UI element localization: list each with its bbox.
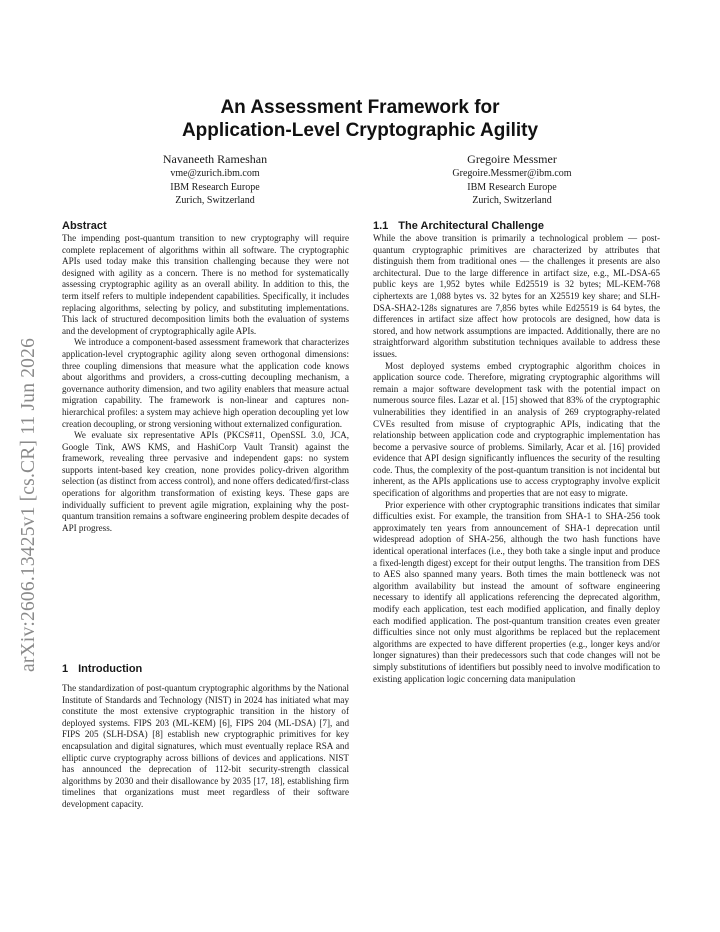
author-name: Gregoire Messmer <box>467 152 557 166</box>
architectural-challenge-paragraph-3: Prior experience with other cryptographic transitions indicates that similar difficulties exist. For example, the transition from SHA-1 to SHA-256 took approximately ten years from announcement of SHA-1 deprecation until widespread adoption of SHA-256, although the two hash functions have identical operational interfaces (i.e., they both take a single input and produce a fixed-length digest) except for their output lengths. The transition from DES to AES also spanned many years. Both times the main bottleneck was not algorithm availability but instead the amount of software engineering necessary to identify all applications referencing the deprecated algorithm, modify each application, test each modified application, and finally deploy each modified application. The post-quantum transition creates even greater difficulties since not only must algorithms be replaced but the replacement algorithms are expected to have different properties (e.g., longer keys and/or longer signatures) than their predecessors such that code changes will not be simply substitutions of identifiers but possibly need to involve modification to existing application logic concerning data manipulation <box>373 499 660 684</box>
arxiv-identifier-stamp: arXiv:2606.13425v1 [cs.CR] 11 Jun 2026 <box>18 337 39 672</box>
author-block-2 <box>392 152 632 208</box>
abstract-paragraph-1: The impending post-quantum transition to new cryptography will require complete replacement of algorithms within all software. The cryptographic APIs used today make this transition challenging because they were not designed with agility as a concern. There is no method for systematically assessing cryptographic agility as an overall ability. In addition to this, the term itself refers to multiple independent capabilities. Specifically, it includes replacing algorithms, selecting by policy, and substituting implementations. This lack of structured decomposition limits both the evaluation of systems and the development of cryptographically agile APIs. <box>62 233 349 336</box>
architectural-challenge-paragraph-2: Most deployed systems embed cryptographic algorithm choices in application source code. Therefore, migrating cryptographic algorithms will remain a major software development task with the potential impact on numerous source files. Lazar et al. [15] showed that 83% of the cryptographic vulnerabilities they identified in an analysis of 269 cryptography-related CVEs resulted from misuse of cryptographic APIs, indicating that the relationship between application code and cryptographic implementation has become a pervasive source of problems. Similarly, Acar et al. [16] provided evidence that API design significantly influences the security of the resulting code. Thus, the complexity of the post-quantum transition is not incidental but inherent, as the APIs applications use to access cryptography involve explicit specification of algorithms and properties that are not easy to migrate. <box>373 360 660 499</box>
introduction-paragraph-1: The standardization of post-quantum cryptographic algorithms by the National Institute of Standards and Technology (NIST) in 2024 has initiated what may constitute the most extensive cryptographic transition in the history of deployed systems. FIPS 203 (ML-KEM) [6], FIPS 204 (ML-DSA) [7], and FIPS 205 (SLH-DSA) [8] establish new cryptographic primitives for key encapsulation and digital signatures, which must eventually replace RSA and elliptic curve cryptography across billions of devices and applications. NIST has announced the deprecation of 112-bit security-strength classical algorithms by 2030 and their disallowance by 2035 [17, 18], establishing firm timelines that organizations must meet regardless of their software development capacity. <box>62 683 349 809</box>
introduction-heading <box>62 662 349 676</box>
section-title: Introduction <box>78 663 143 675</box>
section-number: 1 <box>62 663 69 675</box>
abstract-paragraph-3: We evaluate six representative APIs (PKCS#11, OpenSSL 3.0, JCA, Google Tink, AWS KMS, and HashiCorp Vault Transit) against the framework, revealing three pervasive and independent gaps: no system supports intent-based key creation, none provides policy-driven algorithm selection (as distinct from access control), and none offers dedicated/first-class operations for algorithm transformation of existing keys. These gaps are individually sufficient to prevent agile migration, explaining why the post-quantum transition remains a software engineering problem despite decades of API progress. <box>62 430 349 533</box>
author-location: Zurich, Switzerland <box>472 195 552 206</box>
paper-title-line-1: An Assessment Framework for <box>220 97 500 118</box>
author-location: Zurich, Switzerland <box>175 195 255 206</box>
architectural-challenge-paragraph-1: While the above transition is primarily a technological problem — post-quantum cryptographic primitives are characterized by attributes that distinguish them from traditional ones — the challenges it presents are also architectural. Due to the large difference in artifact size, e.g., ML-DSA-65 public keys are 1,952 bytes while Ed25519 is 32 bytes; ML-KEM-768 ciphertexts are 1,088 bytes vs. 32 bytes for an X25519 key share; and SLH-DSA-SHA2-128s signatures are 7,856 bytes while Ed25519 is 64 bytes, the differences in artifact size affect how protocols are designed, how data is stored, and how network assumptions are impacted. Additionally, there are no straightforward algorithm substitution techniques available to address these issues. <box>373 233 660 359</box>
abstract-paragraph-2: We introduce a component-based assessment framework that characterizes application-level cryptographic agility along seven orthogonal dimensions: three coupling dimensions that measure what the application code knows about algorithms and providers, a cross-cutting decoupling mechanism, a governance authority dimension, and two agility enablers that measure actual migration capability. The framework is non-linear and captures non-hierarchical profiles: a system may achieve high operation decoupling yet low creation decoupling, or strong versioning without externalized configuration. <box>62 337 349 429</box>
author-name: Navaneeth Rameshan <box>162 152 268 166</box>
author-block-1 <box>95 152 335 208</box>
architectural-challenge-section <box>373 219 660 685</box>
author-email: vme@zurich.ibm.com <box>170 168 260 179</box>
subsection-heading <box>373 219 660 233</box>
subsection-number: 1.1 <box>373 220 389 232</box>
author-affiliation: IBM Research Europe <box>170 181 260 193</box>
author-email: Gregoire.Messmer@ibm.com <box>452 168 572 179</box>
introduction-section <box>62 662 349 811</box>
paper-title-line-2: Application-Level Cryptographic Agility <box>181 120 539 141</box>
subsection-title: The Architectural Challenge <box>398 220 544 232</box>
author-affiliation: IBM Research Europe <box>467 181 557 193</box>
abstract-section <box>62 219 349 534</box>
abstract-heading: Abstract <box>62 220 107 232</box>
paper-title <box>60 96 660 142</box>
